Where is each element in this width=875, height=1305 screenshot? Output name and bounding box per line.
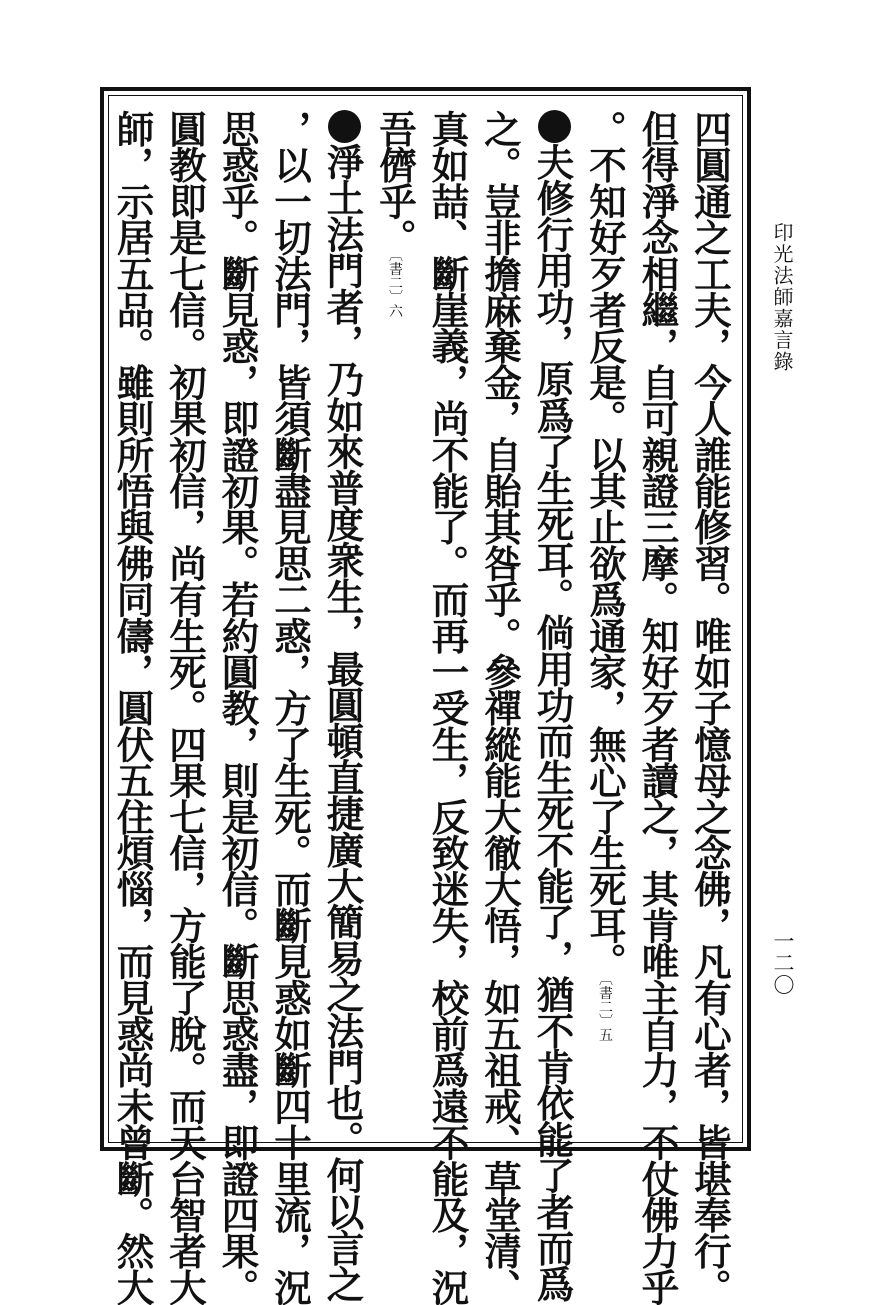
text-line: 吾儕乎。〔書二〕六: [373, 110, 417, 318]
text-line: 圓教即是七信。初果初信，尚有生死。四果七信，方能了脫。而天台智者大: [163, 110, 207, 1305]
text-line: ，以一切法門，皆須斷盡見思二惑，方了生死。而斷見惑如斷四十里流，況: [268, 110, 312, 1305]
body-text: [110, 110, 736, 1305]
text-line: 之。豈非擔麻棄金，自貽其咎乎。參禪縱能大徹大悟，如五祖戒、草堂清、: [478, 110, 522, 1305]
text-line: 夫修行用功，原爲了生死耳。倘用功而生死不能了，猶不肯依能了者而爲: [526, 110, 579, 1140]
text-line: 四圓通之工夫，今人誰能修習。唯如子憶母之念佛，凡有心者，皆堪奉行。: [688, 110, 732, 1305]
source-note: 〔書二〕五: [597, 978, 613, 1042]
bullet-icon: [328, 110, 361, 143]
source-note: 〔書二〕六: [387, 254, 403, 318]
bullet-icon: [538, 110, 571, 143]
text-line: 淨土法門者，乃如來普度衆生，最圓頓直捷廣大簡易之法門也。何以言之: [316, 110, 369, 1140]
text-line: 。不知好歹者反是。以其止欲爲通家，無心了生死耳。〔書二〕五: [583, 110, 627, 1042]
book-title: 印光法師嘉言錄: [770, 222, 794, 373]
text-line: 思惑乎。斷見惑，即證初果。若約圓教，則是初信。斷思惑盡，即證四果。: [215, 110, 260, 1305]
text-line: 但得淨念相繼，自可親證三摩。知好歹者讀之，其肯唯主自力，不仗佛力乎: [635, 110, 680, 1305]
text-line: 師，示居五品。雖則所悟與佛同儔，圓伏五住煩惱，而見惑尚未曾斷。然大: [110, 110, 155, 1305]
page-number: 一二〇: [771, 930, 795, 996]
text-line: 真如喆、斷崖義，尚不能了。而再一受生，反致迷失，校前爲遠不能及，況: [425, 110, 470, 1305]
